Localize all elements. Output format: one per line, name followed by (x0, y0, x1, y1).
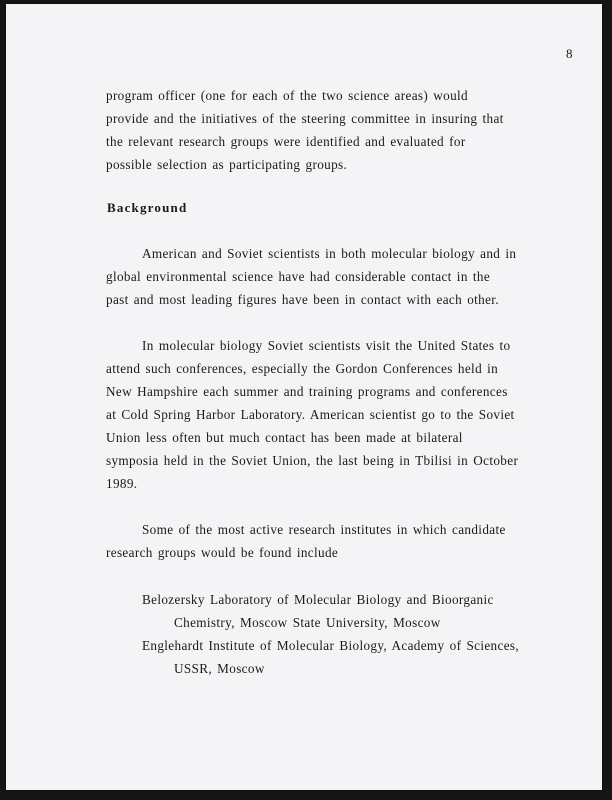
intro-line-2: provide and the initiatives of the steering committee in insuring that (106, 111, 504, 126)
intro-line-3: the relevant research groups were identified and evaluated for (106, 134, 466, 149)
document-page (6, 4, 602, 790)
institute-2-line-1: Englehardt Institute of Molecular Biology, Academy of Sciences, (142, 638, 520, 653)
p1-line-1: American and Soviet scientists in both molecular biology and in (142, 246, 517, 261)
p2-line-2: attend such conferences, especially the Gordon Conferences held in (106, 361, 499, 376)
intro-line-4: possible selection as participating groups. (106, 157, 348, 172)
p2-line-3: New Hampshire each summer and training programs and conferences (106, 384, 508, 399)
p2-line-4: at Cold Spring Harbor Laboratory. American scientist go to the Soviet (106, 407, 515, 422)
p2-line-1: In molecular biology Soviet scientists visit the United States to (142, 338, 511, 353)
intro-line-1: program officer (one for each of the two science areas) would (106, 88, 468, 103)
p1-line-3: past and most leading figures have been in contact with each other. (106, 292, 499, 307)
institute-1-line-1: Belozersky Laboratory of Molecular Biology and Bioorganic (142, 592, 494, 607)
section-heading-background: Background (107, 200, 188, 215)
p2-line-7: 1989. (106, 476, 138, 491)
p3-line-2: research groups would be found include (106, 545, 339, 560)
p1-line-2: global environmental science have had considerable contact in the (106, 269, 491, 284)
institute-2-line-2: USSR, Moscow (174, 661, 265, 676)
institute-1-line-2: Chemistry, Moscow State University, Moscow (174, 615, 441, 630)
page-number: 8 (566, 46, 573, 61)
p3-line-1: Some of the most active research institutes in which candidate (142, 522, 506, 537)
p2-line-6: symposia held in the Soviet Union, the last being in Tbilisi in October (106, 453, 519, 468)
p2-line-5: Union less often but much contact has been made at bilateral (106, 430, 463, 445)
